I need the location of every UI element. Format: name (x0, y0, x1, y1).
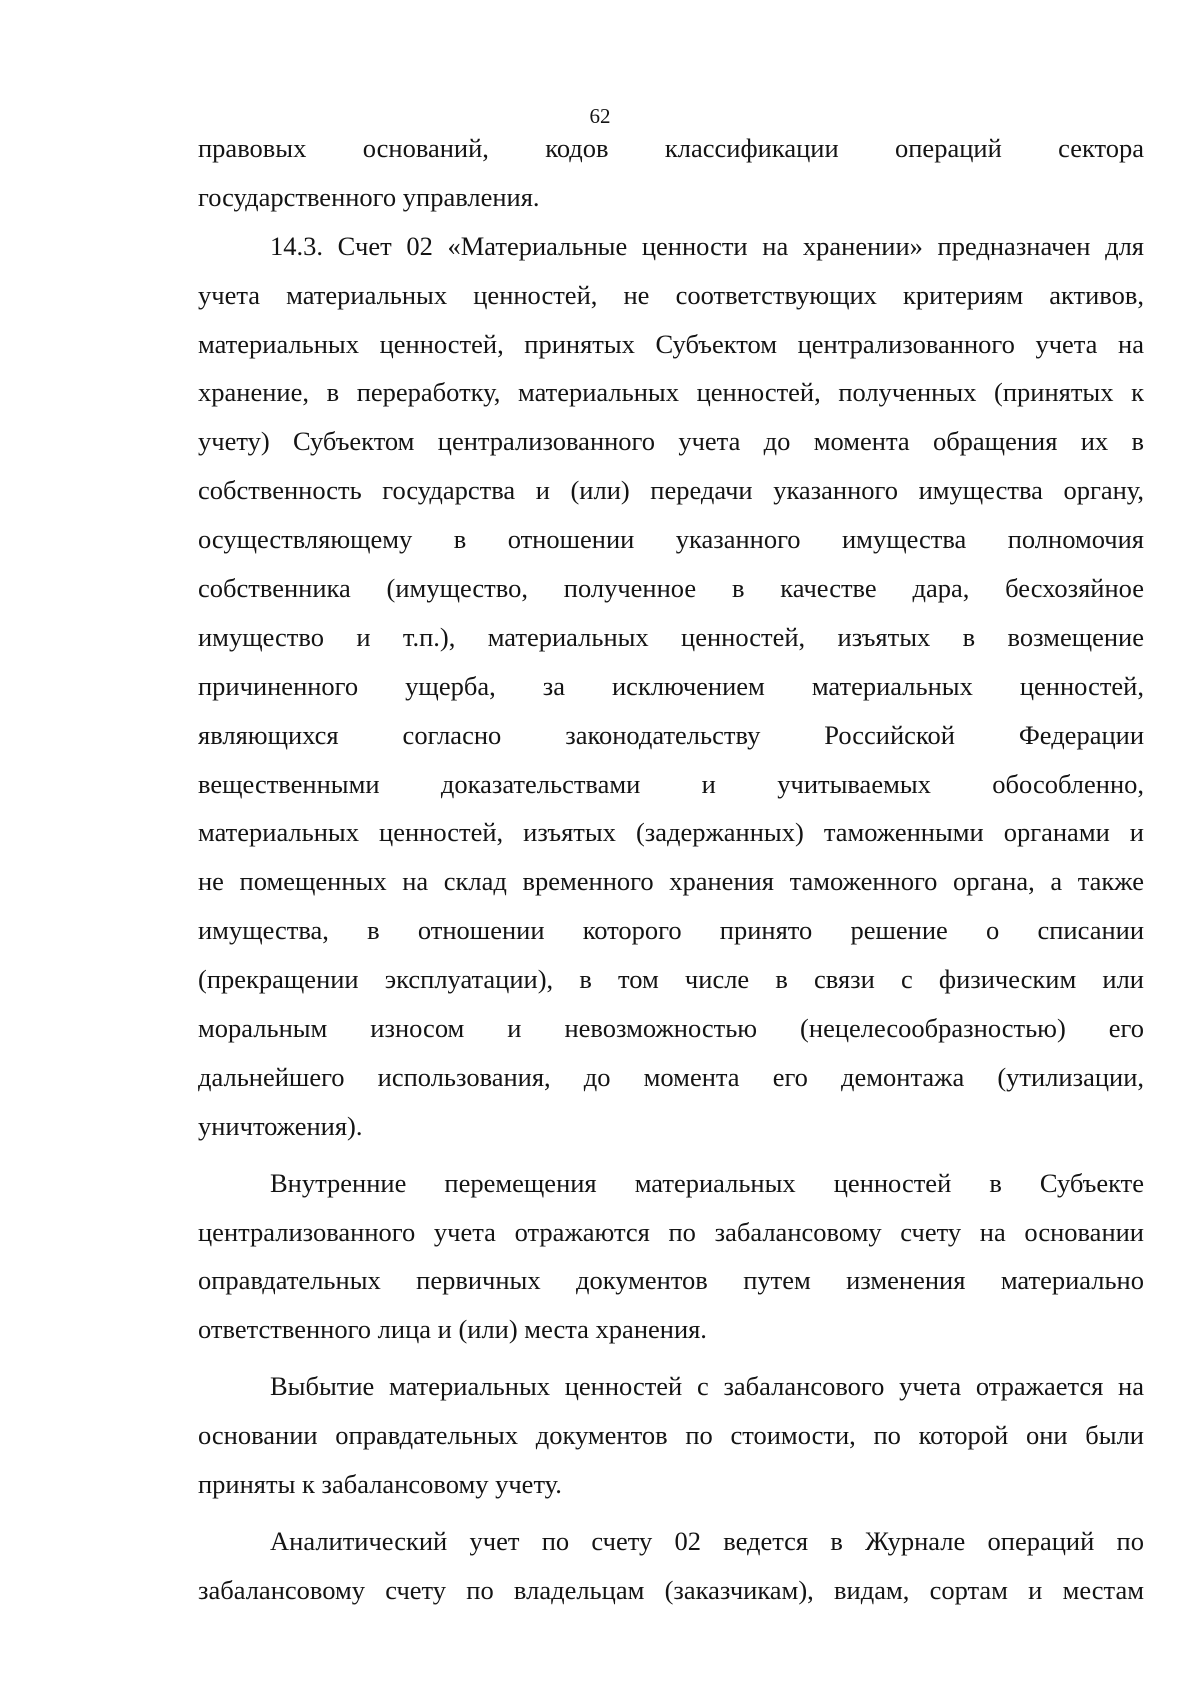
text-line: причиненного ущерба, за исключением материальных ценностей, (198, 670, 1144, 701)
paragraph-14-3 (198, 222, 1144, 1151)
text-line: государственного управления. (198, 181, 540, 212)
text-line: являющихся согласно законодательству Российской Федерации (198, 719, 1144, 750)
text-line: собственника (имущество, полученное в качестве дара, бесхозяйное (198, 573, 1144, 604)
text-line: ответственного лица и (или) места хранения. (198, 1314, 707, 1345)
paragraph-disposal (198, 1362, 1144, 1509)
text-line: осуществляющему в отношении указанного имущества полномочия (198, 524, 1144, 555)
text-line: дальнейшего использования, до момента его демонтажа (утилизации, (198, 1061, 1144, 1092)
text-line: не помещенных на склад временного хранения таможенного органа, а также (198, 866, 1144, 897)
text-line: учета материальных ценностей, не соответствующих критериям активов, (198, 279, 1144, 310)
text-line: оправдательных первичных документов путем изменения материально (198, 1265, 1144, 1296)
text-line: материальных ценностей, принятых Субъектом централизованного учета на (198, 328, 1144, 359)
text-line: хранение, в переработку, материальных ценностей, полученных (принятых к (198, 377, 1144, 408)
text-line: забалансовому счету по владельцам (заказчикам), видам, сортам и местам (198, 1574, 1144, 1605)
document-body (198, 124, 1144, 1615)
paragraph-spacing (198, 1509, 1144, 1517)
text-line: централизованного учета отражаются по забалансовому счету на основании (198, 1216, 1144, 1247)
text-line: (прекращении эксплуатации), в том числе в связи с физическим или (198, 964, 1144, 995)
text-line: учету) Субъектом централизованного учета до момента обращения их в (198, 426, 1144, 457)
text-line: приняты к забалансовому учету. (198, 1469, 562, 1500)
page-number: 62 (589, 104, 611, 128)
text-line: вещественными доказательствами и учитываемых обособленно, (198, 768, 1144, 799)
paragraph-internal-transfers (198, 1159, 1144, 1355)
text-line: 14.3. Счет 02 «Материальные ценности на хранении» предназначен для (270, 230, 1144, 261)
text-line: материальных ценностей, изъятых (задержанных) таможенными органами и (198, 817, 1144, 848)
text-line: Внутренние перемещения материальных ценностей в Субъекте (270, 1167, 1144, 1198)
text-line: Выбытие материальных ценностей с забалансового учета отражается на (270, 1371, 1144, 1402)
paragraph-spacing (198, 1151, 1144, 1159)
text-line: имущество и т.п.), материальных ценностей, изъятых в возмещение (198, 621, 1144, 652)
text-line: имущества, в отношении которого принято решение о списании (198, 915, 1144, 946)
paragraph-continuation (198, 124, 1144, 222)
paragraph-analytical-accounting (198, 1517, 1144, 1615)
text-line: собственность государства и (или) передачи указанного имущества органу, (198, 475, 1144, 506)
text-line: Аналитический учет по счету 02 ведется в Журнале операций по (270, 1525, 1144, 1556)
paragraph-spacing (198, 1354, 1144, 1362)
text-line: правовых оснований, кодов классификации операций сектора (198, 133, 1144, 163)
text-line: основании оправдательных документов по стоимости, по которой они были (198, 1420, 1144, 1451)
text-line: уничтожения). (198, 1110, 363, 1141)
text-line: моральным износом и невозможностью (нецелесообразностью) его (198, 1013, 1144, 1044)
